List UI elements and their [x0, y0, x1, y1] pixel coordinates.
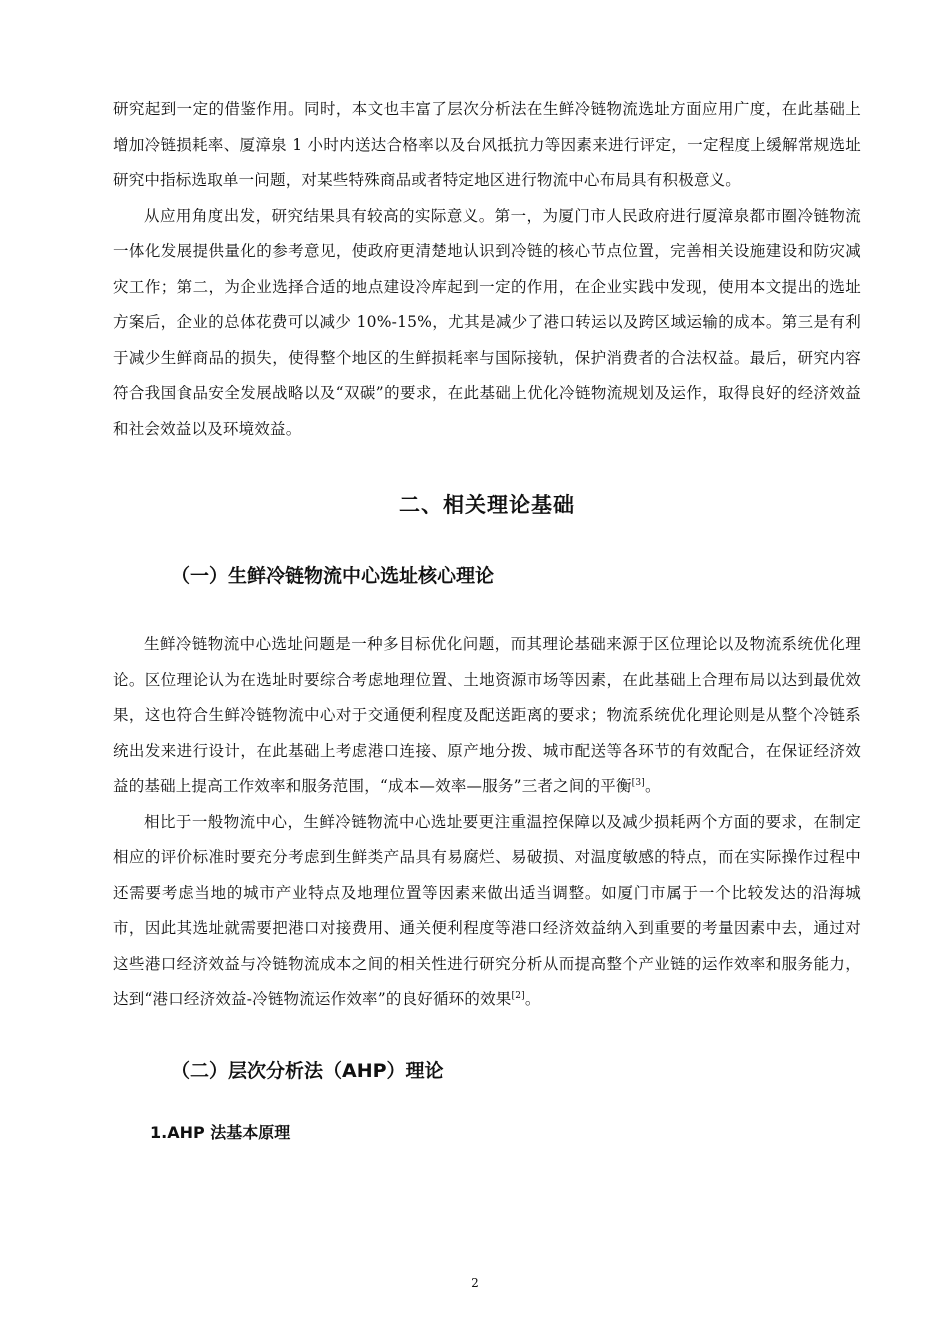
intro-paragraph-1: 研究起到一定的借鉴作用。同时，本文也丰富了层次分析法在生鲜冷链物流选址方面应用广度，在此基础上增加冷链损耗率、厦漳泉 1 小时内送达合格率以及台风抵抗力等因素来进行评定，一定程度上缓解常规选址研究中指标选取单一问题，对某些特殊商品或者特定地区进行物流中心布局具有积极意义。 — [113, 100, 861, 189]
subsection-1-body — [113, 627, 861, 1018]
body-paragraph-2 — [113, 805, 861, 1018]
page-content — [113, 92, 861, 1148]
citation-ref: [3] — [631, 777, 646, 788]
citation-ref: [2] — [511, 990, 525, 1001]
body-paragraph-1 — [113, 627, 861, 805]
body-paragraph-2-end: 。 — [524, 990, 541, 1008]
intro-paragraph-2: 从应用角度出发，研究结果具有较高的实际意义。第一，为厦门市人民政府进行厦漳泉都市圈冷链物流一体化发展提供量化的参考意见，使政府更清楚地认识到冷链的核心节点位置，完善相关设施建设和防灾减灾工作；第二，为企业选择合适的地点建设冷库起到一定的作用，在企业实践中发现，使用本文提出的选址方案后，企业的总体花费可以减少 10%-15%，尤其是减少了港口转运以及跨区域运输的成本。第三是有利于减少生鲜商品的损失，使得整个地区的生鲜损耗率与国际接轨，保护消费者的合法权益。最后，研究内容符合我国食品安全发展战略以及“双碳”的要求，在此基础上优化冷链物流规划及运作，取得良好的经济效益和社会效益以及环境效益。 — [113, 206, 861, 438]
subsubsection-title: 1.AHP 法基本原理 — [150, 1122, 291, 1142]
page-number: 2 — [471, 1276, 479, 1290]
section-title: 二、相关理论基础 — [399, 493, 575, 517]
body-paragraph-1-end: 。 — [645, 777, 661, 795]
subsection-title-2: （二）层次分析法（AHP）理论 — [171, 1059, 444, 1082]
body-paragraph-1-text: 生鲜冷链物流中心选址问题是一种多目标优化问题，而其理论基础来源于区位理论以及物流系统优化理论。区位理论认为在选址时要综合考虑地理位置、土地资源市场等因素，在此基础上合理布局以达到最优效果，这也符合生鲜冷链物流中心对于交通便利程度及配送距离的要求；物流系统优化理论则是从整个冷链系统出发来进行设计，在此基础上考虑港口连接、原产地分拨、城市配送等各环节的有效配合，在保证经济效益的基础上提高工作效率和服务范围，“成本—效率—服务”三者之间的平衡 — [113, 635, 861, 795]
subsection-title-1: （一）生鲜冷链物流中心选址核心理论 — [171, 565, 495, 587]
body-paragraph-2-text: 相比于一般物流中心，生鲜冷链物流中心选址要更注重温控保障以及减少损耗两个方面的要求，在制定相应的评价标准时要充分考虑到生鲜类产品具有易腐烂、易破损、对温度敏感的特点，而在实际操作过程中还需要考虑当地的城市产业特点及地理位置等因素来做出适当调整。如厦门市属于一个比较发达的沿海城市，因此其选址就需要把港口对接费用、通关便利程度等港口经济效益纳入到重要的考量因素中去，通过对这些港口经济效益与冷链物流成本之间的相关性进行研究分析从而提高整个产业链的运作效率和服务能力，达到“港口经济效益-冷链物流运作效率”的良好循环的效果 — [113, 812, 861, 1008]
